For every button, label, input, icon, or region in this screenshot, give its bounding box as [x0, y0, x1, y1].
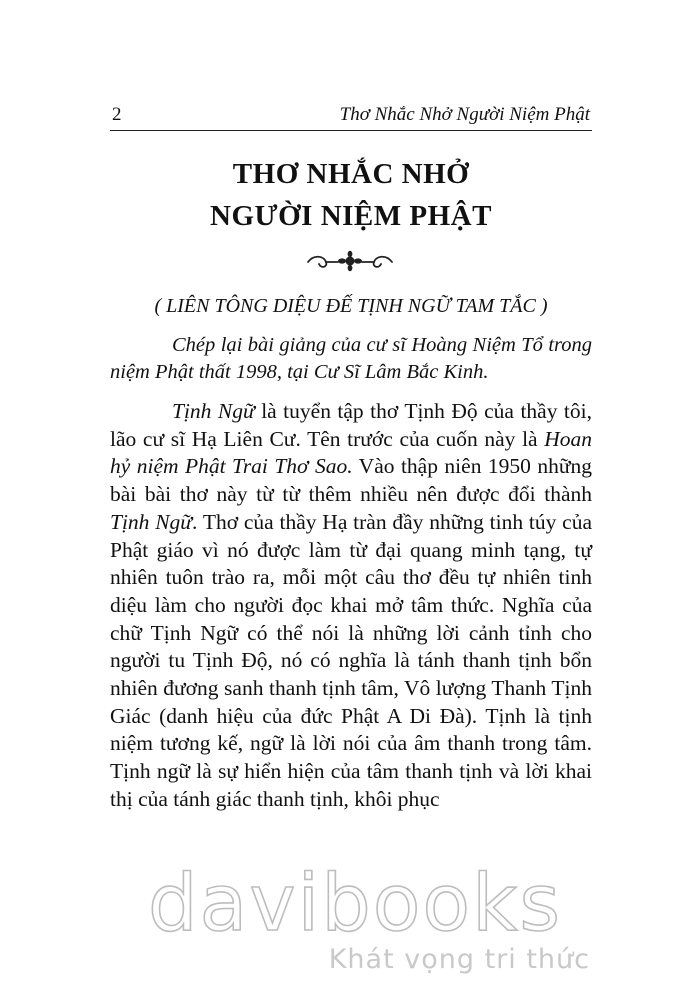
watermark-logo-text: davibooks: [148, 862, 562, 942]
chapter-title-line1: THƠ NHẮC NHỞ: [232, 158, 470, 190]
paragraph-text-2: Vào thập niên 1950 những bài bài thơ này từ từ thêm nhiều nên được đổi thành: [110, 454, 592, 507]
former-title-ref: Hoan hỷ niệm Phật Trai Thơ Sao.: [110, 426, 592, 479]
page-number: 2: [112, 104, 122, 125]
watermark-tagline: Khát vọng tri thức: [328, 944, 590, 975]
running-header: [110, 104, 592, 131]
paragraph-text-3: . Thơ của thầy Hạ tràn đầy những tinh túy của Phật giáo vì nó được làm từ đại quang minh tạng, tự nhiên tuôn trào ra, mỗi một câu thơ đều tự nhiên tinh diệu làm cho người đọc khai mở tâm thức. Nghĩa của chữ Tịnh Ngữ có thể nói là những lời cảnh tỉnh cho người tu Tịnh Độ, nó có nghĩa là tánh thanh tịnh bổn nhiên đương sanh thanh tịnh tâm, Vô lượng Thanh Tịnh Giác (danh hiệu của đức Phật A Di Đà). Tịnh là tịnh niệm tương kế, ngữ là lời nói của âm thanh trong tâm. Tịnh ngữ là sự hiển hiện của tâm thanh tịnh và lời khai thị của tánh giác thanh tịnh, khôi phục: [110, 509, 592, 811]
running-title: Thơ Nhắc Nhở Người Niệm Phật: [339, 104, 590, 125]
intro-paragraph: Chép lại bài giảng của cư sĩ Hoàng Niệm Tổ trong niệm Phật thất 1998, tại Cư Sĩ Lâm Bắc Kinh.: [110, 334, 592, 383]
main-paragraph: [110, 398, 592, 814]
paragraph-text-1: là tuyển tập thơ Tịnh Độ của thầy tôi, lão cư sĩ Hạ Liên Cư. Tên trước của cuốn này là: [110, 399, 592, 451]
watermark: [120, 862, 590, 982]
flourish-ornament-icon: [304, 250, 396, 272]
body-text: [110, 332, 592, 814]
book-title-ref: Tịnh Ngữ: [172, 399, 255, 423]
new-title-ref: Tịnh Ngữ: [110, 509, 193, 534]
subtitle: ( LIÊN TÔNG DIỆU ĐẾ TỊNH NGỮ TAM TẮC ): [154, 295, 548, 317]
chapter-title-line2: NGƯỜI NIỆM PHẬT: [210, 200, 492, 232]
watermark-logo: [120, 862, 590, 942]
